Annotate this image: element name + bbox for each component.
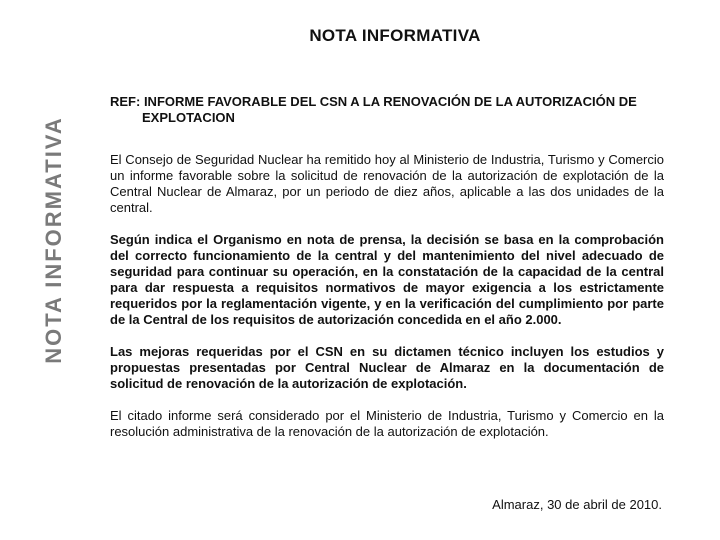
- paragraph-2: Según indica el Organismo en nota de prensa, la decisión se basa en la comprobación del correcto funcionamiento de la central y del mantenimiento del nivel adecuado de seguridad para continuar su operación, en la constatación de la capacidad de la central para dar respuesta a requisitos normativos de mayor exigencia a los estrictamente requeridos por la reglamentación vigente, y en la verificación del cumplimiento por parte de la Central de los requisitos de autorización concedida en el año 2.000.: [110, 232, 664, 327]
- dateline: Almaraz, 30 de abril de 2010.: [492, 497, 662, 512]
- document-body: [110, 94, 664, 456]
- vertical-side-label: NOTA INFORMATIVA: [41, 116, 66, 364]
- paragraph-3: Las mejoras requeridas por el CSN en su dictamen técnico incluyen los estudios y propuestas presentadas por Central Nuclear de Almaraz en la documentación de solicitud de renovación de la autorización de explotación.: [110, 344, 664, 391]
- reference-heading: REF: INFORME FAVORABLE DEL CSN A LA RENOVACIÓN DE LA AUTORIZACIÓN DE EXPLOTACION: [110, 94, 637, 125]
- paragraph-4: El citado informe será considerado por el Ministerio de Industria, Turismo y Comercio en la resolución administrativa de la renovación de la autorización de explotación.: [110, 408, 664, 439]
- page-title: NOTA INFORMATIVA: [309, 26, 481, 45]
- paragraph-1: El Consejo de Seguridad Nuclear ha remitido hoy al Ministerio de Industria, Turismo y Comercio un informe favorable sobre la solicitud de renovación de la autorización de explotación de la Central Nuclear de Almaraz, por un periodo de diez años, aplicable a las dos unidades de la central.: [110, 152, 664, 215]
